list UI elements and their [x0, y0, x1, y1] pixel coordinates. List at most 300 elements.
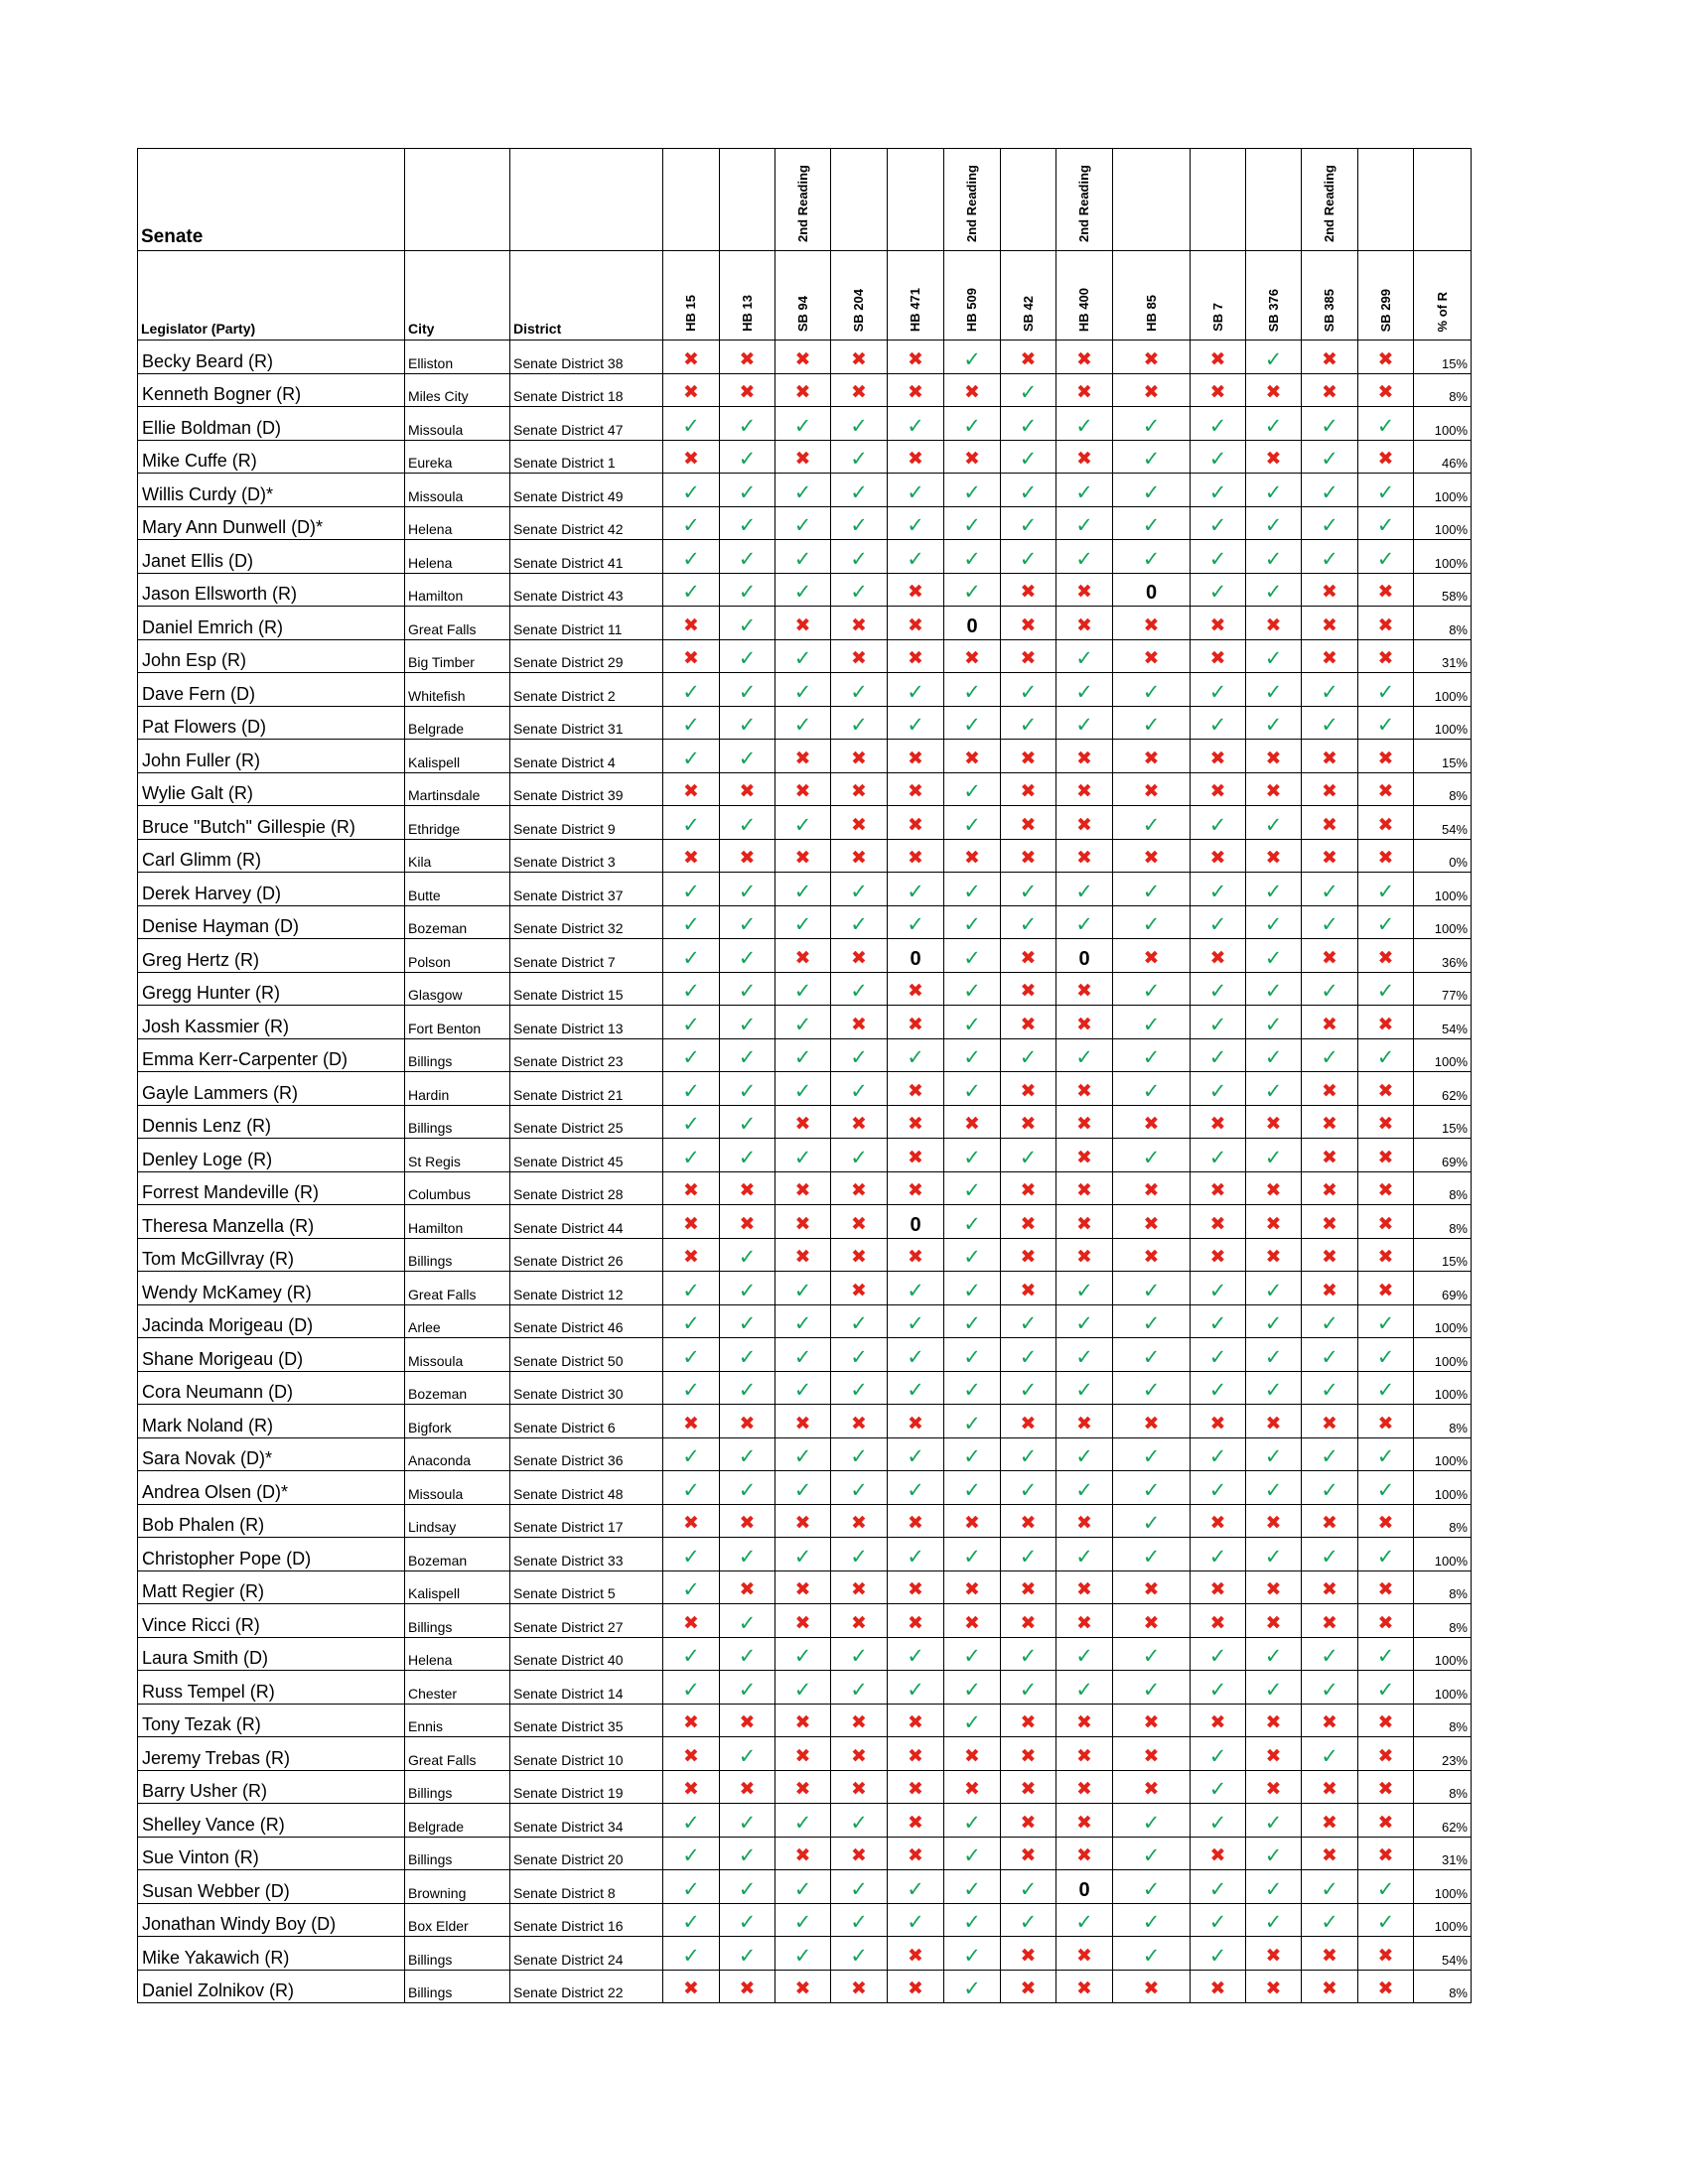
yes-check-icon: ✓: [944, 1903, 1001, 1937]
no-x-icon: ✖: [1358, 1504, 1414, 1538]
legislator-city: Big Timber: [405, 639, 510, 673]
table-row: [138, 1538, 1472, 1571]
yes-check-icon: ✓: [1191, 1338, 1246, 1372]
percent-of-r: 8%: [1414, 1205, 1472, 1239]
yes-check-icon: ✓: [1001, 706, 1056, 740]
yes-check-icon: ✓: [1191, 1006, 1246, 1039]
yes-check-icon: ✓: [831, 972, 888, 1006]
yes-check-icon: ✓: [1302, 474, 1358, 507]
yes-check-icon: ✓: [720, 673, 775, 707]
yes-check-icon: ✓: [1358, 905, 1414, 939]
yes-check-icon: ✓: [663, 740, 720, 773]
table-row: [138, 673, 1472, 707]
legislator-name: Susan Webber (D): [138, 1870, 405, 1904]
legislator-city: Polson: [405, 939, 510, 973]
legislator-name: Daniel Zolnikov (R): [138, 1970, 405, 2003]
no-x-icon: ✖: [1358, 1405, 1414, 1438]
yes-check-icon: ✓: [1302, 1038, 1358, 1072]
no-x-icon: ✖: [1358, 341, 1414, 374]
no-x-icon: ✖: [831, 806, 888, 840]
legislator-name: Derek Harvey (D): [138, 873, 405, 906]
legislator-district: Senate District 5: [510, 1570, 663, 1604]
legislator-district: Senate District 15: [510, 972, 663, 1006]
no-x-icon: ✖: [775, 1171, 831, 1205]
yes-check-icon: ✓: [944, 905, 1001, 939]
yes-check-icon: ✓: [1246, 1903, 1302, 1937]
no-x-icon: ✖: [888, 440, 944, 474]
no-x-icon: ✖: [1302, 607, 1358, 640]
yes-check-icon: ✓: [1302, 706, 1358, 740]
yes-check-icon: ✓: [1246, 1870, 1302, 1904]
no-x-icon: ✖: [831, 1205, 888, 1239]
no-x-icon: ✖: [1113, 1570, 1191, 1604]
yes-check-icon: ✓: [1191, 1937, 1246, 1971]
yes-check-icon: ✓: [720, 1837, 775, 1870]
table-row: [138, 1371, 1472, 1405]
no-x-icon: ✖: [720, 341, 775, 374]
yes-check-icon: ✓: [663, 407, 720, 441]
legislator-district: Senate District 19: [510, 1770, 663, 1804]
yes-check-icon: ✓: [1113, 905, 1191, 939]
percent-of-r: 100%: [1414, 873, 1472, 906]
no-x-icon: ✖: [1113, 1737, 1191, 1771]
table-row: [138, 1937, 1472, 1971]
no-x-icon: ✖: [1056, 1770, 1113, 1804]
yes-check-icon: ✓: [775, 1903, 831, 1937]
yes-check-icon: ✓: [1113, 806, 1191, 840]
yes-check-icon: ✓: [720, 1006, 775, 1039]
no-x-icon: ✖: [1056, 1704, 1113, 1737]
legislator-district: Senate District 34: [510, 1804, 663, 1838]
no-x-icon: ✖: [944, 1105, 1001, 1139]
no-x-icon: ✖: [1113, 839, 1191, 873]
no-x-icon: ✖: [1302, 639, 1358, 673]
yes-check-icon: ✓: [1056, 1671, 1113, 1705]
no-x-icon: ✖: [663, 1770, 720, 1804]
yes-check-icon: ✓: [663, 972, 720, 1006]
legislator-city: Helena: [405, 1637, 510, 1671]
yes-check-icon: ✓: [1246, 1072, 1302, 1106]
table-row: [138, 972, 1472, 1006]
yes-check-icon: ✓: [1191, 506, 1246, 540]
no-x-icon: ✖: [663, 1238, 720, 1272]
legislator-name: Ellie Boldman (D): [138, 407, 405, 441]
yes-check-icon: ✓: [775, 1304, 831, 1338]
bill-column-header: [888, 251, 944, 341]
yes-check-icon: ✓: [663, 1570, 720, 1604]
yes-check-icon: ✓: [720, 806, 775, 840]
city-column-header: City: [405, 251, 510, 341]
yes-check-icon: ✓: [1246, 1671, 1302, 1705]
no-x-icon: ✖: [775, 1105, 831, 1139]
no-x-icon: ✖: [888, 1804, 944, 1838]
no-x-icon: ✖: [831, 1504, 888, 1538]
bill-label: HB 471: [908, 287, 922, 332]
percent-of-r: 62%: [1414, 1804, 1472, 1838]
no-x-icon: ✖: [1001, 573, 1056, 607]
legislator-district: Senate District 24: [510, 1937, 663, 1971]
yes-check-icon: ✓: [1056, 1538, 1113, 1571]
yes-check-icon: ✓: [720, 1072, 775, 1106]
legislator-city: Miles City: [405, 373, 510, 407]
yes-check-icon: ✓: [1191, 873, 1246, 906]
yes-check-icon: ✓: [1113, 673, 1191, 707]
percent-of-r: 46%: [1414, 440, 1472, 474]
legislator-name: Josh Kassmier (R): [138, 1006, 405, 1039]
no-x-icon: ✖: [663, 341, 720, 374]
no-x-icon: ✖: [1358, 1171, 1414, 1205]
no-x-icon: ✖: [1001, 1770, 1056, 1804]
yes-check-icon: ✓: [831, 1671, 888, 1705]
yes-check-icon: ✓: [944, 1804, 1001, 1838]
table-row: [138, 1804, 1472, 1838]
yes-check-icon: ✓: [944, 1704, 1001, 1737]
no-x-icon: ✖: [1001, 1804, 1056, 1838]
no-x-icon: ✖: [1246, 1970, 1302, 2003]
no-x-icon: ✖: [944, 740, 1001, 773]
no-x-icon: ✖: [775, 1238, 831, 1272]
legislator-name: Mike Yakawich (R): [138, 1937, 405, 1971]
legislator-city: Butte: [405, 873, 510, 906]
bill-reading-note-cell: [1358, 149, 1414, 251]
no-x-icon: ✖: [831, 839, 888, 873]
yes-check-icon: ✓: [1191, 905, 1246, 939]
legislator-name: Carl Glimm (R): [138, 839, 405, 873]
yes-check-icon: ✓: [720, 1371, 775, 1405]
no-x-icon: ✖: [1056, 341, 1113, 374]
legislator-district: Senate District 48: [510, 1471, 663, 1505]
bill-reading-note-cell: [1001, 149, 1056, 251]
no-x-icon: ✖: [944, 1570, 1001, 1604]
yes-check-icon: ✓: [663, 1105, 720, 1139]
no-x-icon: ✖: [831, 939, 888, 973]
no-x-icon: ✖: [1191, 1837, 1246, 1870]
yes-check-icon: ✓: [1056, 474, 1113, 507]
percent-of-r: 77%: [1414, 972, 1472, 1006]
legislator-district: Senate District 26: [510, 1238, 663, 1272]
table-row: [138, 1171, 1472, 1205]
no-x-icon: ✖: [888, 1770, 944, 1804]
yes-check-icon: ✓: [888, 1471, 944, 1505]
yes-check-icon: ✓: [1358, 1437, 1414, 1471]
no-x-icon: ✖: [1056, 740, 1113, 773]
bill-label: HB 15: [683, 295, 698, 332]
legislator-name: Gayle Lammers (R): [138, 1072, 405, 1106]
no-x-icon: ✖: [1302, 1770, 1358, 1804]
yes-check-icon: ✓: [775, 474, 831, 507]
no-x-icon: ✖: [888, 772, 944, 806]
yes-check-icon: ✓: [1113, 1371, 1191, 1405]
yes-check-icon: ✓: [1056, 1371, 1113, 1405]
yes-check-icon: ✓: [944, 506, 1001, 540]
no-x-icon: ✖: [663, 440, 720, 474]
blank-header-cell: [1414, 149, 1472, 251]
yes-check-icon: ✓: [1302, 673, 1358, 707]
yes-check-icon: ✓: [1358, 540, 1414, 574]
legislator-name: Sara Novak (D)*: [138, 1437, 405, 1471]
no-x-icon: ✖: [1302, 373, 1358, 407]
bill-column-header: [775, 251, 831, 341]
legislator-name: Gregg Hunter (R): [138, 972, 405, 1006]
yes-check-icon: ✓: [775, 972, 831, 1006]
no-x-icon: ✖: [831, 772, 888, 806]
no-x-icon: ✖: [775, 1205, 831, 1239]
legislator-name: Mark Noland (R): [138, 1405, 405, 1438]
yes-check-icon: ✓: [775, 1072, 831, 1106]
no-x-icon: ✖: [1191, 639, 1246, 673]
no-x-icon: ✖: [1056, 806, 1113, 840]
table-row: [138, 1205, 1472, 1239]
no-x-icon: ✖: [775, 1737, 831, 1771]
bill-label: SB 7: [1209, 303, 1225, 332]
yes-check-icon: ✓: [1302, 407, 1358, 441]
legislator-city: Bigfork: [405, 1405, 510, 1438]
percent-of-r: 100%: [1414, 1437, 1472, 1471]
yes-check-icon: ✓: [1246, 873, 1302, 906]
no-x-icon: ✖: [1302, 1570, 1358, 1604]
yes-check-icon: ✓: [1302, 540, 1358, 574]
legislator-name: Theresa Manzella (R): [138, 1205, 405, 1239]
percent-of-r: 100%: [1414, 706, 1472, 740]
legislator-name: Christopher Pope (D): [138, 1538, 405, 1571]
no-x-icon: ✖: [1302, 341, 1358, 374]
legislator-city: Great Falls: [405, 607, 510, 640]
yes-check-icon: ✓: [720, 1338, 775, 1372]
yes-check-icon: ✓: [1246, 506, 1302, 540]
legislator-name: Jacinda Morigeau (D): [138, 1304, 405, 1338]
yes-check-icon: ✓: [1358, 1671, 1414, 1705]
no-x-icon: ✖: [1056, 1737, 1113, 1771]
table-row: [138, 440, 1472, 474]
no-x-icon: ✖: [1302, 1072, 1358, 1106]
no-x-icon: ✖: [1113, 341, 1191, 374]
percent-of-r: 100%: [1414, 1870, 1472, 1904]
legislator-city: Billings: [405, 1937, 510, 1971]
yes-check-icon: ✓: [1113, 1903, 1191, 1937]
no-x-icon: ✖: [1358, 440, 1414, 474]
yes-check-icon: ✓: [1191, 407, 1246, 441]
legislator-city: Missoula: [405, 1338, 510, 1372]
percent-of-r: 8%: [1414, 373, 1472, 407]
percent-of-r: 8%: [1414, 1570, 1472, 1604]
no-x-icon: ✖: [1191, 1405, 1246, 1438]
legislator-district: Senate District 20: [510, 1837, 663, 1870]
no-x-icon: ✖: [1358, 1604, 1414, 1638]
no-x-icon: ✖: [1358, 1804, 1414, 1838]
bill-column-header: [831, 251, 888, 341]
no-x-icon: ✖: [1001, 1604, 1056, 1638]
legislator-district: Senate District 12: [510, 1272, 663, 1305]
legislator-city: Billings: [405, 1604, 510, 1638]
bill-reading-note-cell: [1302, 149, 1358, 251]
bill-column-header: [1302, 251, 1358, 341]
legislator-district: Senate District 44: [510, 1205, 663, 1239]
absent-zero: 0: [1056, 939, 1113, 973]
percent-of-r: 100%: [1414, 1671, 1472, 1705]
yes-check-icon: ✓: [1191, 1272, 1246, 1305]
no-x-icon: ✖: [775, 740, 831, 773]
yes-check-icon: ✓: [944, 1139, 1001, 1172]
yes-check-icon: ✓: [775, 1371, 831, 1405]
bill-label: HB 400: [1076, 287, 1091, 332]
yes-check-icon: ✓: [775, 873, 831, 906]
yes-check-icon: ✓: [944, 1970, 1001, 2003]
yes-check-icon: ✓: [1191, 1637, 1246, 1671]
legislator-name: Willis Curdy (D)*: [138, 474, 405, 507]
percent-label: % of R: [1434, 291, 1450, 332]
yes-check-icon: ✓: [944, 1538, 1001, 1571]
no-x-icon: ✖: [1358, 740, 1414, 773]
table-row: [138, 1272, 1472, 1305]
legislator-city: Kalispell: [405, 1570, 510, 1604]
yes-check-icon: ✓: [1191, 1304, 1246, 1338]
yes-check-icon: ✓: [720, 1238, 775, 1272]
yes-check-icon: ✓: [1113, 1538, 1191, 1571]
table-row: [138, 740, 1472, 773]
no-x-icon: ✖: [775, 1770, 831, 1804]
table-row: [138, 639, 1472, 673]
yes-check-icon: ✓: [1113, 873, 1191, 906]
yes-check-icon: ✓: [831, 1437, 888, 1471]
yes-check-icon: ✓: [888, 1437, 944, 1471]
bill-column-header: [1358, 251, 1414, 341]
no-x-icon: ✖: [1358, 1570, 1414, 1604]
percent-of-r: 100%: [1414, 1371, 1472, 1405]
yes-check-icon: ✓: [1191, 673, 1246, 707]
absent-zero: 0: [1056, 1870, 1113, 1904]
no-x-icon: ✖: [1113, 1704, 1191, 1737]
yes-check-icon: ✓: [1191, 1770, 1246, 1804]
table-row: [138, 1737, 1472, 1771]
no-x-icon: ✖: [1246, 607, 1302, 640]
no-x-icon: ✖: [1001, 1937, 1056, 1971]
yes-check-icon: ✓: [720, 1272, 775, 1305]
legislator-city: Martinsdale: [405, 772, 510, 806]
legislator-city: Helena: [405, 506, 510, 540]
table-row: [138, 1504, 1472, 1538]
yes-check-icon: ✓: [720, 972, 775, 1006]
no-x-icon: ✖: [775, 939, 831, 973]
yes-check-icon: ✓: [1001, 1038, 1056, 1072]
table-row: [138, 1870, 1472, 1904]
no-x-icon: ✖: [1001, 939, 1056, 973]
yes-check-icon: ✓: [831, 1903, 888, 1937]
no-x-icon: ✖: [831, 639, 888, 673]
percent-of-r: 100%: [1414, 673, 1472, 707]
no-x-icon: ✖: [775, 1704, 831, 1737]
table-row: [138, 1105, 1472, 1139]
yes-check-icon: ✓: [775, 1437, 831, 1471]
no-x-icon: ✖: [1113, 1105, 1191, 1139]
bill-reading-note-cell: [944, 149, 1001, 251]
legislator-city: Billings: [405, 1770, 510, 1804]
no-x-icon: ✖: [831, 1238, 888, 1272]
yes-check-icon: ✓: [720, 573, 775, 607]
no-x-icon: ✖: [944, 639, 1001, 673]
percent-column-header: [1414, 251, 1472, 341]
yes-check-icon: ✓: [1113, 1338, 1191, 1372]
bill-reading-note: 2nd Reading: [1322, 164, 1336, 242]
bill-column-header: [663, 251, 720, 341]
yes-check-icon: ✓: [1302, 1903, 1358, 1937]
bill-label: SB 376: [1265, 288, 1281, 332]
yes-check-icon: ✓: [663, 1903, 720, 1937]
table-row: [138, 1770, 1472, 1804]
yes-check-icon: ✓: [888, 1038, 944, 1072]
bill-column-header: [1113, 251, 1191, 341]
no-x-icon: ✖: [1302, 1804, 1358, 1838]
percent-of-r: 69%: [1414, 1139, 1472, 1172]
yes-check-icon: ✓: [720, 1870, 775, 1904]
yes-check-icon: ✓: [1302, 905, 1358, 939]
bill-reading-note-cell: [720, 149, 775, 251]
legislator-district: Senate District 31: [510, 706, 663, 740]
bill-reading-note: 2nd Reading: [1076, 164, 1091, 242]
yes-check-icon: ✓: [1302, 972, 1358, 1006]
no-x-icon: ✖: [888, 1570, 944, 1604]
yes-check-icon: ✓: [720, 1604, 775, 1638]
no-x-icon: ✖: [1001, 1205, 1056, 1239]
yes-check-icon: ✓: [944, 939, 1001, 973]
legislator-district: Senate District 28: [510, 1171, 663, 1205]
yes-check-icon: ✓: [944, 474, 1001, 507]
legislator-district: Senate District 14: [510, 1671, 663, 1705]
legislator-city: Billings: [405, 1105, 510, 1139]
bill-label: SB 94: [794, 295, 810, 332]
no-x-icon: ✖: [1358, 806, 1414, 840]
yes-check-icon: ✓: [1113, 1304, 1191, 1338]
yes-check-icon: ✓: [888, 1637, 944, 1671]
yes-check-icon: ✓: [888, 1272, 944, 1305]
yes-check-icon: ✓: [1191, 1538, 1246, 1571]
table-row: [138, 1637, 1472, 1671]
yes-check-icon: ✓: [1302, 1338, 1358, 1372]
table-title: Senate: [138, 149, 405, 251]
yes-check-icon: ✓: [944, 540, 1001, 574]
yes-check-icon: ✓: [1056, 506, 1113, 540]
no-x-icon: ✖: [663, 1405, 720, 1438]
yes-check-icon: ✓: [944, 1038, 1001, 1072]
yes-check-icon: ✓: [1001, 1437, 1056, 1471]
yes-check-icon: ✓: [663, 474, 720, 507]
table-row: [138, 1970, 1472, 2003]
no-x-icon: ✖: [1056, 839, 1113, 873]
no-x-icon: ✖: [775, 607, 831, 640]
legislator-name: Bob Phalen (R): [138, 1504, 405, 1538]
percent-of-r: 69%: [1414, 1272, 1472, 1305]
yes-check-icon: ✓: [1191, 1139, 1246, 1172]
legislator-city: Box Elder: [405, 1903, 510, 1937]
no-x-icon: ✖: [720, 1205, 775, 1239]
no-x-icon: ✖: [663, 772, 720, 806]
no-x-icon: ✖: [1001, 1504, 1056, 1538]
yes-check-icon: ✓: [831, 1804, 888, 1838]
no-x-icon: ✖: [888, 1970, 944, 2003]
table-row: [138, 873, 1472, 906]
yes-check-icon: ✓: [831, 673, 888, 707]
no-x-icon: ✖: [775, 1837, 831, 1870]
legislator-district: Senate District 23: [510, 1038, 663, 1072]
yes-check-icon: ✓: [1001, 506, 1056, 540]
legislator-name: Denley Loge (R): [138, 1139, 405, 1172]
yes-check-icon: ✓: [1056, 706, 1113, 740]
no-x-icon: ✖: [1246, 1405, 1302, 1438]
no-x-icon: ✖: [1056, 1171, 1113, 1205]
no-x-icon: ✖: [1246, 1171, 1302, 1205]
no-x-icon: ✖: [944, 1604, 1001, 1638]
no-x-icon: ✖: [1056, 1970, 1113, 2003]
no-x-icon: ✖: [1056, 772, 1113, 806]
